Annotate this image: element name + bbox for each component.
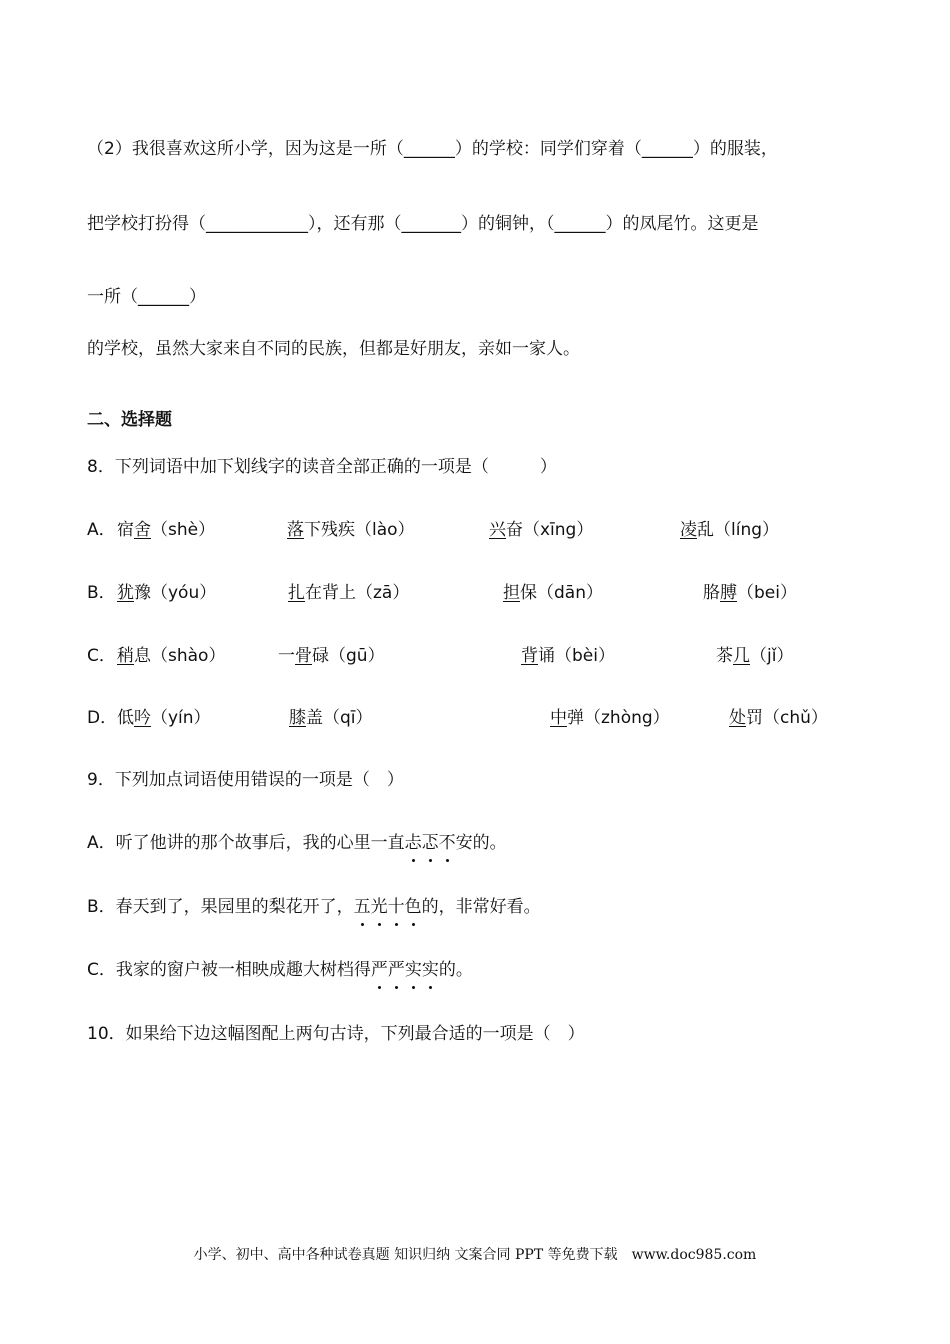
q8-option-d-label: D． [87, 708, 118, 728]
q9-option-b: B．春天到了，果园里的梨花开了，五光十色的，非常好看。 [87, 897, 541, 917]
q8-option-b-word2: 扎在背上（zā） [288, 583, 410, 603]
emphasis-dot-char: 实 [404, 960, 422, 980]
q7-part2-line1: （2）我很喜欢这所小学，因为这是一所（______）的学校：同学们穿着（______）的服装， [87, 139, 778, 159]
q9-option-c: C．我家的窗户被一相映成趣大树档得严严实实的。 [87, 960, 473, 980]
q9-option-a: A．听了他讲的那个故事后，我的心里一直忐忑不安的。 [87, 833, 507, 853]
q8-option-b-label: B． [87, 583, 116, 603]
q7-part2-line2: 把学校打扮得（____________），还有那（_______）的铜钟，（______）的凤尾竹。这更是 [87, 214, 759, 234]
q8-option-a-word4: 凌乱（líng） [680, 520, 780, 540]
q8-option-d-word1: 低吟（yín） [117, 708, 211, 728]
q8-option-c-word1: 稍息（shào） [117, 646, 226, 666]
emphasis-dot-char: 忐 [404, 833, 422, 853]
emphasis-dot-char: 实 [421, 960, 439, 980]
dotted-word [354, 897, 422, 917]
q7-part2-line4: 的学校，虽然大家来自不同的民族，但都是好朋友，亲如一家人。 [87, 339, 580, 359]
page-footer: 小学、初中、高中各种试卷真题 知识归纳 文案合同 PPT 等免费下载 www.doc985.com [193, 1247, 757, 1263]
emphasis-dot-char: 忑 [421, 833, 439, 853]
q8-option-b-word1: 犹豫（yóu） [117, 583, 217, 603]
q8-option-d-word4: 处罚（chǔ） [729, 708, 828, 728]
emphasis-dot-char: 严 [370, 960, 388, 980]
emphasis-dot-char: 十 [387, 897, 405, 917]
q8-option-a-word3: 兴奋（xīng） [489, 520, 594, 540]
q8-option-a-word1: 宿舍（shè） [117, 520, 216, 540]
emphasis-dot-char: 严 [387, 960, 405, 980]
dotted-word [371, 960, 439, 980]
emphasis-dot-char: 不 [438, 833, 456, 853]
q8-option-b-word4: 胳膊（bei） [703, 583, 797, 603]
q8-option-c-word3: 背诵（bèi） [521, 646, 615, 666]
emphasis-dot-char: 五 [353, 897, 371, 917]
q8-option-b-word3: 担保（dān） [503, 583, 603, 603]
q7-part2-line3: 一所（______） [87, 287, 206, 307]
q8-option-c-word4: 茶几（jǐ） [716, 646, 794, 666]
q8-option-a-word2: 落下残疾（lào） [287, 520, 415, 540]
dotted-word [405, 833, 456, 853]
q8-option-d-word2: 膝盖（qī） [289, 708, 373, 728]
q8-option-d-word3: 中弹（zhòng） [550, 708, 670, 728]
emphasis-dot-char: 色 [404, 897, 422, 917]
section-heading-choice: 二、选择题 [87, 410, 172, 430]
q8-stem: 8．下列词语中加下划线字的读音全部正确的一项是（ ） [87, 457, 557, 477]
q10-stem: 10．如果给下边这幅图配上两句古诗，下列最合适的一项是（ ） [87, 1024, 585, 1044]
q8-option-a-label: A． [87, 520, 116, 540]
q9-stem: 9．下列加点词语使用错误的一项是（ ） [87, 770, 404, 790]
emphasis-dot-char: 光 [370, 897, 388, 917]
q8-option-c-word2: 一骨碌（gū） [278, 646, 385, 666]
q8-option-c-label: C． [87, 646, 116, 666]
